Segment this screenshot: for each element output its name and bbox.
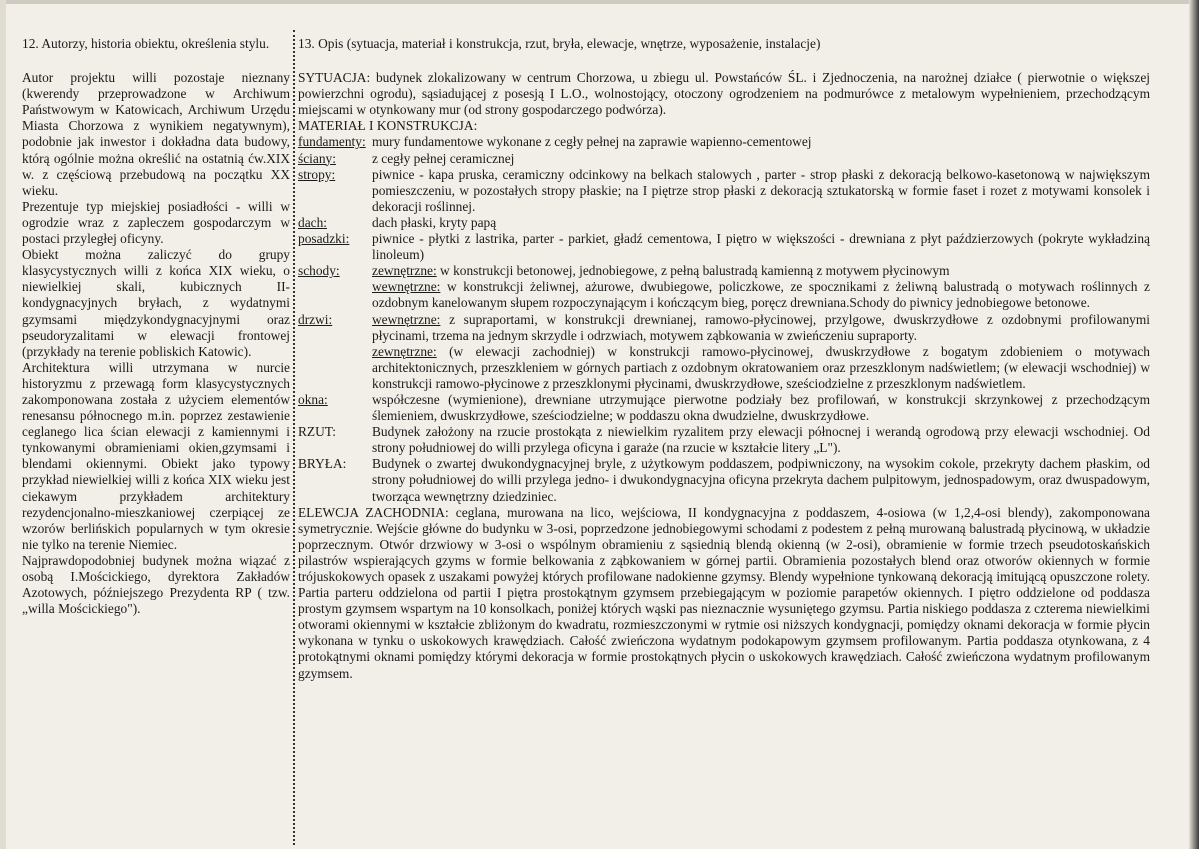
description-heading: 13. Opis (sytuacja, materiał i konstrukcja, rzut, bryła, elewacje, wnętrze, wyposażenie, instalacje) <box>298 36 821 51</box>
stairs-interior-label: wewnętrzne: <box>372 279 441 295</box>
situation-text: SYTUACJA: budynek zlokalizowany w centrum Chorzowa, u zbiegu ul. Powstańców ŚL. i Zjednoczenia, na narożnej działce ( pierwotnie o większej powierzchni ogrodu), sąsiadującej z posesją I L.O., wolnostojący, otoczony ogrodzeniem na podmurówce z metalowym wypełnieniem, przechodzącym miejscami w otynkowany mur (od strony gospodarczego podwórza). <box>298 70 1150 118</box>
doors-exterior-label: zewnętrzne: <box>372 343 437 359</box>
page-right-edge <box>1189 0 1199 849</box>
windows-text: współczesne (wymienione), drewniane utrzymujące pierwotne podziały bez profilowań, w konstrukcji skrzynkowej z przechodzącym ślemieniem, dwuskrzydłowe, sześciodzielne; w poddaszu okna dwudzielne, dwuskrzydłowe. <box>372 391 1150 424</box>
stairs-interior-text: w konstrukcji żeliwnej, ażurowe, dwubiegowe, policzkowe, ze spocznikami z żeliwną balustradą o motywach roślinnych z ozdobnym kanelowanym słupem rozpoczynającym i kończącym bieg, poręcz drewniana.Schody do piwnicy jednobiegowe betonowe. <box>372 279 1150 311</box>
page-top-edge <box>0 0 1199 4</box>
plan-text: Budynek założony na rzucie prostokąta z niewielkim ryzalitem przy elewacji północnej i werandą ogrodową przy elewacji wschodniej. Od strony południowej do willi przylega oficyna i garaże (na rzucie w kształcie litery „L"). <box>372 424 1150 456</box>
doors-exterior-text: (w elewacji zachodniej) w konstrukcji ramowo-płycinowej, dwuskrzydłowe z bogatym zdobieniem o motywach architektonicznych, przeszkleniem w górnych partiach z ozdobnym okratowaniem oraz przeszklonym nadświetlem; (w elewacji wschodniej) w konstrukcji ramowo-płycinowe z przeszklonymi płycinami, dwuskrzydłowe, sześciodzielne z przeszklonym nadświetlem. <box>372 343 1150 391</box>
windows-row <box>298 392 1150 424</box>
stairs-exterior-label: zewnętrzne: <box>372 263 437 279</box>
walls-text: z cegły pełnej ceramicznej <box>372 150 515 166</box>
floors-row <box>298 231 1150 263</box>
stairs-label: schody: <box>298 263 340 279</box>
doors-interior-text: z supraportami, w konstrukcji drewnianej, ramowo-płycinowej, przylgowe, dwuskrzydłowe z ozdobnymi profilowanymi płycinami, trzema na jednym skrzydle i odrzwiach, motywem ząbkowania w zwieńczeniu supraporty. <box>372 311 1150 343</box>
west-elevation-text: ELEWCJA ZACHODNIA: ceglana, murowana na lico, wejściowa, II kondygnacyjna z poddaszem, 4-osiowa (w 1,2,4-osi blendy), zakomponowana symetrycznie. Wejście główne do budynku w 3-osi, poprzedzone jednobiegowymi schodami z podestem z pełną murowaną balustradą płycinową, w układzie poprzecznym. Otwór drzwiowy w 3-osi o wspólnym obramieniu z sąsiednią blendą okienną (w 2-osi), obramienie w formie trzech pseudotoskańskich pilastrów wspierających gzyms w formie belkowania z ząbkowaniem w górnej partii. Obramienia pozostałych blend oraz otworów okiennych w formie trójuskokowych opasek z uszakami powyżej których profilowane nadokienne gzymsy. Blendy wypełnione tynkowaną dekoracją imitującą opuszczone rolety. Partia parteru oddzielona od partii I piętra prostokątnym gzymsem przebiegającym w poziomie parapetów okiennych. I piętro oddzielone od poddasza prostym gzymsem wspartym na 10 konsolkach, poniżej których wąski pas nieznacznie wysuniętego gzymsu. Partia niskiego poddasza z czterema niewielkimi otworami okiennymi w kształcie zbliżonym do kwadratu, rozmieszczonymi w rytmie osi niższych kondygnacji, pomiędzy oknami dekoracja w formie płycin wykonana w tynku o uskokowych krawędziach. Całość zwieńczona wydatnym podokapowym gzymsem profilowanym. Partia poddasza otynkowana, z 4 protokątnymi oknami pomiędzy którymi dekoracja w formie prostokątnych płycin o uskokowych krawędziach. Całość zwieńczona wydatnym profilowanym gzymsem. <box>298 504 1150 681</box>
stairs-row <box>298 263 1150 311</box>
history-paragraph: Autor projektu willi pozostaje nieznany (kwerendy przeprowadzone w Archiwum Państwowym w Katowicach, Archiwum Urzędu Miasta Chorzowa z wynikiem negatywnym), podobnie jak inwestor i dokładna data budowy, którą ogólnie można określić na ostatnią ćw.XIX w. z częściową przebudową na początku XX wieku. <box>22 70 290 198</box>
floors-label: posadzki: <box>298 231 350 247</box>
column-divider <box>293 30 295 845</box>
roof-text: dach płaski, kryty papą <box>372 214 497 230</box>
roof-row <box>298 215 1150 231</box>
doors-interior-label: wewnętrzne: <box>372 311 441 327</box>
history-heading: 12. Autorzy, historia obiektu, określenia stylu. <box>22 36 270 51</box>
ceilings-row <box>298 167 1150 215</box>
page-left-edge <box>0 0 6 849</box>
massing-row <box>298 456 1150 504</box>
history-column <box>22 36 290 617</box>
history-paragraph: Najprawdopodobniej budynek można wiązać z osobą I.Mościckiego, dyrektora Zakładów Azotowych, późniejszego Prezydenta RP ( tzw. „willa Mościckiego"). <box>22 552 290 617</box>
plan-row <box>298 424 1150 456</box>
stairs-exterior-text: w konstrukcji betonowej, jednobiegowe, z pełną balustradą kamienną z motywem płycinowym <box>440 263 950 279</box>
doors-details <box>372 312 1150 392</box>
stairs-details <box>372 263 1150 311</box>
massing-label: BRYŁA: <box>298 456 347 472</box>
ceilings-label: stropy: <box>298 166 336 182</box>
history-paragraph: Prezentuje typ miejskiej posiadłości - willi w ogrodzie wraz z zapleczem gospodarczym w postaci przyległej oficyny. <box>22 198 290 247</box>
doors-label: drzwi: <box>298 311 333 327</box>
foundations-label: fundamenty: <box>298 134 366 150</box>
history-paragraph: Obiekt można zaliczyć do grupy klasycystycznych willi z końca XIX wieku, o niewielkiej skali, kubicznych II-kondygnacyjnych bryłach, z wydatnymi gzymsami międzykondygnacyjnymi oraz pseudoryzalitami w elewacji frontowej (przykłady na terenie pobliskich Katowic). <box>22 247 290 359</box>
foundations-row <box>298 134 1150 150</box>
walls-label: ściany: <box>298 150 336 166</box>
history-paragraph: Architektura willi utrzymana w nurcie historyzmu z przewagą form klasycystycznych zakomponowana została z użyciem elementów renesansu północnego m.in. poprzez zestawienie ceglanego lica ścian elewacji z kamiennymi i tynkowanymi obramieniami okien,gzymsami i blendami okiennymi. Obiekt jako typowy przykład niewielkiej willi z końca XIX wieku jest ciekawym przykładem architektury rezydencjonalno-mieszkaniowej czerpiącej ze wzorów berlińskich popularnych w tym okresie nie tylko na terenie Niemiec. <box>22 359 290 552</box>
ceilings-text: piwnice - kapa pruska, ceramiczny odcinkowy na belkach stalowych , parter - strop płaski z dekoracją belkowo-kasetonową w największym pomieszczeniu, w pozostałych stropy płaskie; na I piętrze strop płaski z dekoracją sztukatorską w formie faset i rozet z motywami konsolek i dekoracji roślinnej. <box>372 166 1150 214</box>
floors-text: piwnice - płytki z lastrika, parter - parkiet, gładź cementowa, I piętro w większości - drewniana z płyt paździerzowych (pokryte wykładziną linoleum) <box>372 231 1150 263</box>
plan-label: RZUT: <box>298 424 337 440</box>
description-column <box>298 36 1150 682</box>
windows-label: okna: <box>298 391 328 407</box>
walls-row <box>298 151 1150 167</box>
doors-row <box>298 312 1150 392</box>
material-heading: MATERIAŁ I KONSTRUKCJA: <box>298 118 478 134</box>
foundations-text: mury fundamentowe wykonane z cegły pełnej na zaprawie wapienno-cementowej <box>372 134 812 150</box>
roof-label: dach: <box>298 214 327 230</box>
massing-text: Budynek o zwartej dwukondygnacyjnej bryle, z użytkowym poddaszem, podpiwniczony, na wysokim cokole, przekryty dachem płaskim, od strony południowej do willi przylega jedno- i dwukondygnacyjna oficyna przekryta dachem pulpitowym, jednospadowym, oraz dwuspadowym, tworząca wewnętrzny dziedziniec. <box>372 456 1150 504</box>
